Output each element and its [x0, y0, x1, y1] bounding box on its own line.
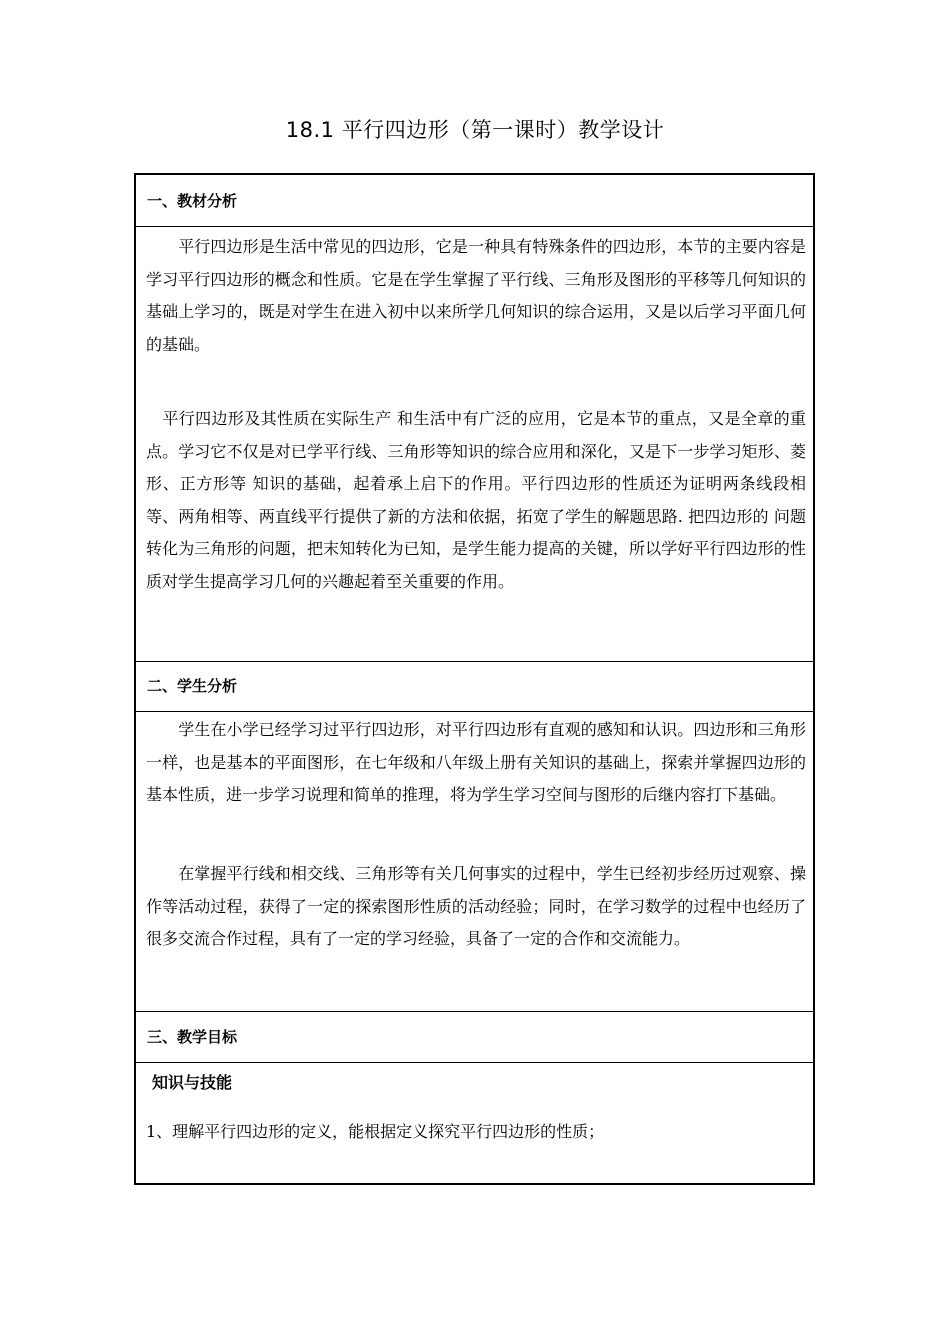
paragraph-textbook-1: 平行四边形是生活中常见的四边形，它是一种具有特殊条件的四边形，本节的主要内容是学习平行四边形的概念和性质。它是在学生掌握了平行线、三角形及图形的平移等几何知识的基础上学习的，既是对学生在进入初中以来所学几何知识的综合运用，又是以后学习平面几何的基础。	[146, 237, 806, 354]
section-heading-row-textbook-analysis	[136, 175, 813, 227]
subheading-knowledge-skills: 知识与技能	[152, 1073, 233, 1092]
section-heading-row-teaching-goals	[136, 1012, 813, 1063]
paragraph-student-1: 学生在小学已经学习过平行四边形，对平行四边形有直观的感知和认识。四边形和三角形一样，也是基本的平面图形，在七年级和八年级上册有关知识的基础上，探索并掌握四边形的基本性质，进一步学习说理和简单的推理，将为学生学习空间与图形的后继内容打下基础。	[146, 720, 806, 804]
section-heading-textbook-analysis: 一、教材分析	[147, 192, 238, 210]
lesson-plan-table	[134, 173, 815, 1185]
goal-item-1: 1、理解平行四边形的定义，能根据定义探究平行四边形的性质；	[146, 1122, 605, 1141]
section-body-student-analysis	[136, 712, 813, 1012]
paragraph-textbook-2: 平行四边形及其性质在实际生产 和生活中有广泛的应用，它是本节的重点，又是全章的重点。学习它不仅是对已学平行线、三角形等知识的综合应用和深化，又是下一步学习矩形、菱形、正方形等 知识的基础，起着承上启下的作用。平行四边形的性质还为证明两条线段相等、两角相等、两直线平行提供了新的方法和依据，拓宽了学生的解题思路. 把四边形的 问题转化为三角形的问题，把末知转化为已知，是学生能力提高的关键，所以学好平行四边形的性质对学生提高学习几何的兴趣起着至关重要的作用。	[146, 409, 806, 591]
section-body-teaching-goals	[136, 1063, 813, 1183]
section-heading-teaching-goals: 三、教学目标	[147, 1028, 238, 1046]
paragraph-student-2: 在掌握平行线和相交线、三角形等有关几何事实的过程中，学生已经初步经历过观察、操作等活动过程，获得了一定的探索图形性质的活动经验；同时，在学习数学的过程中也经历了很多交流合作过程，具有了一定的学习经验，具备了一定的合作和交流能力。	[146, 864, 806, 948]
section-heading-student-analysis: 二、学生分析	[147, 677, 238, 695]
section-heading-row-student-analysis	[136, 662, 813, 712]
section-body-textbook-analysis	[136, 227, 813, 662]
page-title: 18.1 平行四边形（第一课时）教学设计	[285, 118, 665, 142]
